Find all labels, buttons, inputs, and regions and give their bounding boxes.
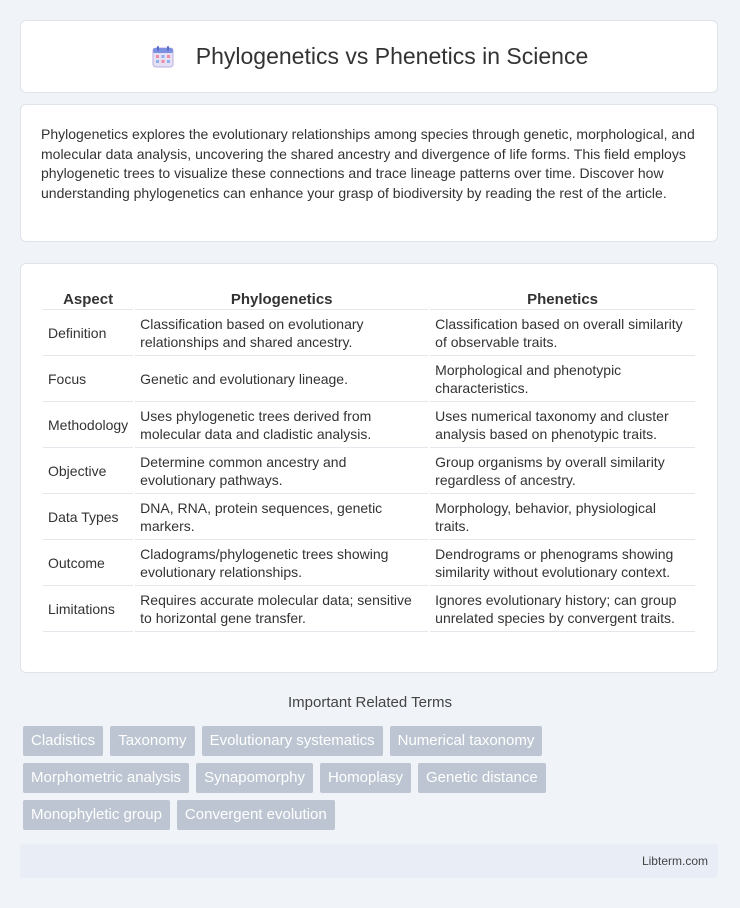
cell-phenetics: Dendrograms or phenograms showing similarity without evolutionary context. <box>430 542 695 586</box>
footer <box>20 844 718 878</box>
cell-aspect: Focus <box>43 358 133 402</box>
cell-phenetics: Ignores evolutionary history; can group unrelated species by convergent traits. <box>430 588 695 632</box>
cell-aspect: Limitations <box>43 588 133 632</box>
footer-site-link[interactable]: Libterm.com <box>641 854 708 868</box>
cell-phenetics: Group organisms by overall similarity regardless of ancestry. <box>430 450 695 494</box>
tag-convergent-evolution[interactable]: Convergent evolution <box>177 800 335 830</box>
cell-aspect: Definition <box>43 312 133 356</box>
calendar-icon <box>150 44 176 70</box>
cell-phenetics: Classification based on overall similarity of observable traits. <box>430 312 695 356</box>
tag-synapomorphy[interactable]: Synapomorphy <box>196 763 313 793</box>
column-header-phenetics: Phenetics <box>430 286 695 310</box>
intro-card <box>20 104 718 242</box>
cell-aspect: Data Types <box>43 496 133 540</box>
intro-text: Phylogenetics explores the evolutionary relationships among species through genetic, morphological, and molecular data analysis, uncovering the shared ancestry and divergence of life forms. This field employs phylogenetic trees to visualize these connections and trace lineage patterns over time. Discover how understanding phylogenetics can enhance your grasp of biodiversity by reading the rest of the article. <box>41 126 695 201</box>
page-title: Phylogenetics vs Phenetics in Science <box>195 43 589 69</box>
table-row <box>43 312 695 356</box>
column-header-aspect: Aspect <box>43 286 133 310</box>
cell-phylogenetics: DNA, RNA, protein sequences, genetic markers. <box>135 496 428 540</box>
cell-phylogenetics: Classification based on evolutionary relationships and shared ancestry. <box>135 312 428 356</box>
comparison-table-card <box>20 263 718 673</box>
tag-evolutionary-systematics[interactable]: Evolutionary systematics <box>202 726 383 756</box>
tag-cladistics[interactable]: Cladistics <box>23 726 103 756</box>
table-row <box>43 358 695 402</box>
related-terms-title: Important Related Terms <box>288 694 452 711</box>
cell-aspect: Objective <box>43 450 133 494</box>
cell-phenetics: Morphological and phenotypic characteristics. <box>430 358 695 402</box>
cell-phylogenetics: Cladograms/phylogenetic trees showing evolutionary relationships. <box>135 542 428 586</box>
column-header-phylogenetics: Phylogenetics <box>135 286 428 310</box>
related-terms-tags <box>23 726 623 837</box>
cell-phenetics: Uses numerical taxonomy and cluster analysis based on phenotypic traits. <box>430 404 695 448</box>
tag-morphometric-analysis[interactable]: Morphometric analysis <box>23 763 189 793</box>
cell-phylogenetics: Determine common ancestry and evolutionary pathways. <box>135 450 428 494</box>
tag-homoplasy[interactable]: Homoplasy <box>320 763 411 793</box>
table-row <box>43 496 695 540</box>
table-row <box>43 404 695 448</box>
tag-monophyletic-group[interactable]: Monophyletic group <box>23 800 170 830</box>
cell-phylogenetics: Genetic and evolutionary lineage. <box>135 358 428 402</box>
tag-genetic-distance[interactable]: Genetic distance <box>418 763 546 793</box>
comparison-table <box>41 284 697 634</box>
header-card <box>20 20 718 93</box>
cell-aspect: Methodology <box>43 404 133 448</box>
cell-phenetics: Morphology, behavior, physiological traits. <box>430 496 695 540</box>
tag-taxonomy[interactable]: Taxonomy <box>110 726 194 756</box>
tag-numerical-taxonomy[interactable]: Numerical taxonomy <box>390 726 543 756</box>
table-row <box>43 542 695 586</box>
table-header-row <box>43 286 695 310</box>
cell-phylogenetics: Uses phylogenetic trees derived from molecular data and cladistic analysis. <box>135 404 428 448</box>
cell-phylogenetics: Requires accurate molecular data; sensitive to horizontal gene transfer. <box>135 588 428 632</box>
table-row <box>43 588 695 632</box>
cell-aspect: Outcome <box>43 542 133 586</box>
table-row <box>43 450 695 494</box>
